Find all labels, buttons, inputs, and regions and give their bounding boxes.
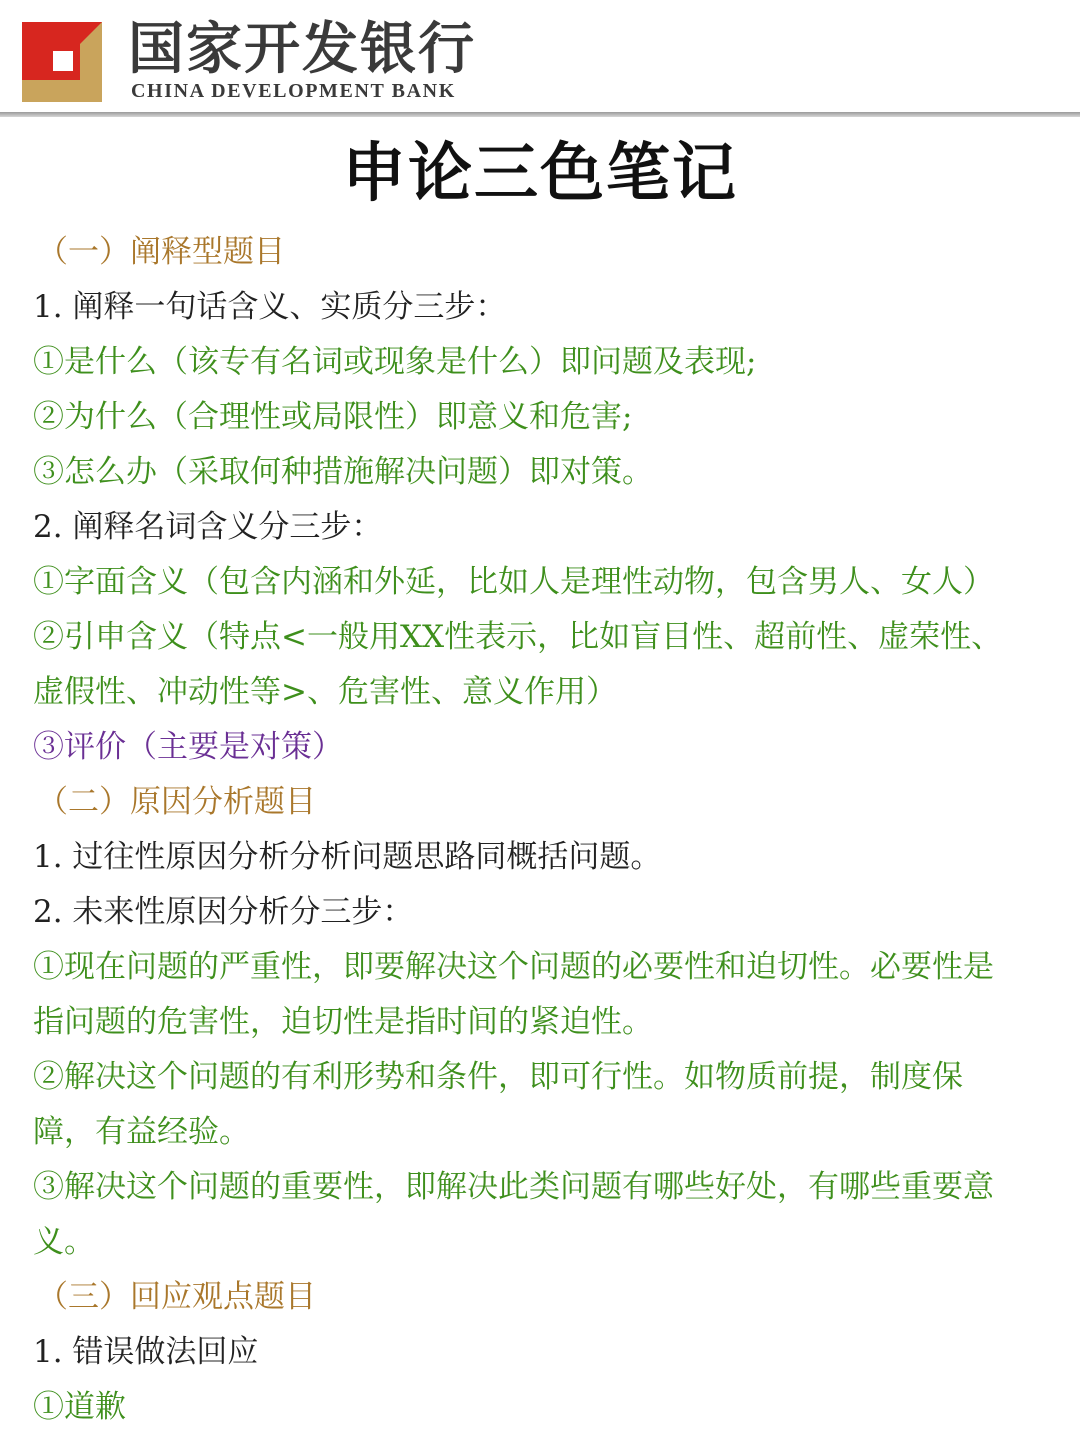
note-line: ①现在问题的严重性，即要解决这个问题的必要性和迫切性。必要性是 bbox=[33, 949, 994, 985]
note-line: 义。 bbox=[33, 1224, 95, 1260]
note-line: 障，有益经验。 bbox=[33, 1114, 250, 1150]
note-line: ①字面含义（包含内涵和外延，比如人是理性动物，包含男人、女人） bbox=[33, 564, 994, 600]
note-line: 1. 错误做法回应 bbox=[33, 1334, 259, 1370]
note-line: ③评价（主要是对策） bbox=[33, 729, 343, 765]
brand-name-english: CHINA DEVELOPMENT BANK bbox=[131, 80, 456, 102]
note-line: 1. 过往性原因分析分析问题思路同概括问题。 bbox=[33, 839, 662, 875]
notes-body bbox=[33, 225, 1043, 1435]
note-line: ②为什么（合理性或局限性）即意义和危害; bbox=[33, 399, 633, 435]
note-line: 指问题的危害性，迫切性是指时间的紧迫性。 bbox=[33, 1004, 653, 1040]
header-banner bbox=[0, 0, 1080, 118]
brand-name-chinese: 国家开发银行 bbox=[128, 16, 476, 82]
note-line: ①是什么（该专有名词或现象是什么）即问题及表现; bbox=[33, 344, 757, 380]
note-line: 虚假性、冲动性等>、危害性、意义作用） bbox=[33, 674, 617, 710]
section-heading: （二）原因分析题目 bbox=[37, 784, 316, 820]
page-title: 申论三色笔记 bbox=[342, 137, 738, 211]
note-line: ②解决这个问题的有利形势和条件，即可行性。如物质前提，制度保 bbox=[33, 1059, 963, 1095]
note-line: 2. 阐释名词含义分三步： bbox=[33, 509, 383, 545]
note-line: ①道歉 bbox=[33, 1389, 126, 1425]
note-line: ③怎么办（采取何种措施解决问题）即对策。 bbox=[33, 454, 653, 490]
note-line: ③解决这个问题的重要性，即解决此类问题有哪些好处，有哪些重要意 bbox=[33, 1169, 994, 1205]
section-heading: （一）阐释型题目 bbox=[37, 234, 285, 270]
bank-logo-icon bbox=[22, 22, 102, 102]
section-heading: （三）回应观点题目 bbox=[37, 1279, 316, 1315]
note-line: 2. 未来性原因分析分三步： bbox=[33, 894, 414, 930]
note-line: ②引申含义（特点<一般用XX性表示，比如盲目性、超前性、虚荣性、 bbox=[33, 619, 1003, 655]
header-divider bbox=[0, 112, 1080, 117]
note-line: 1. 阐释一句话含义、实质分三步： bbox=[33, 289, 507, 325]
